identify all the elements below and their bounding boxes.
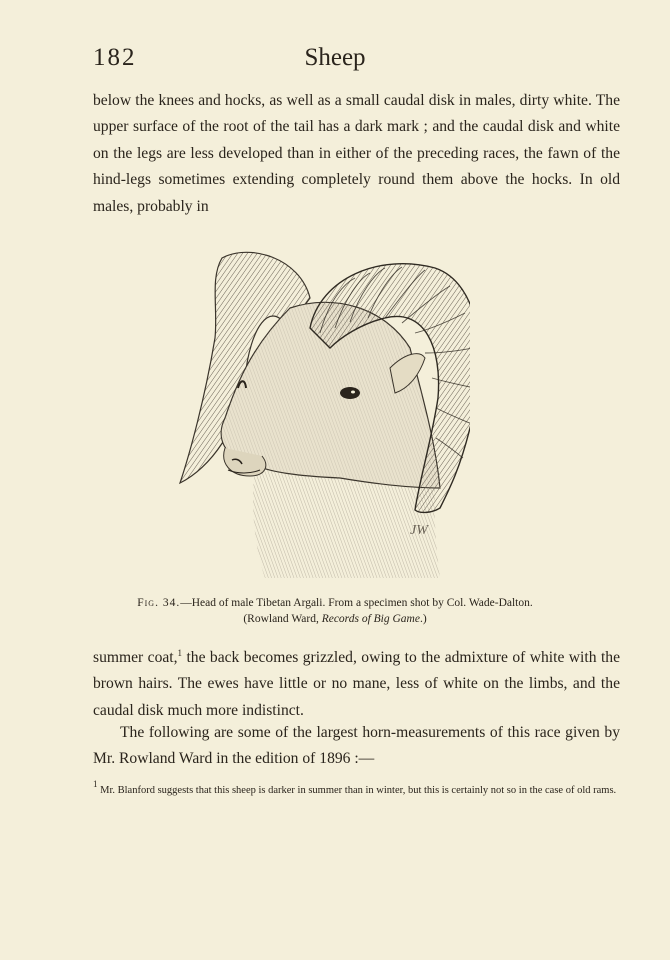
figure-label: Fig. 34. — [137, 597, 181, 609]
page-number: 182 — [93, 44, 137, 71]
footnote — [93, 779, 620, 799]
body-paragraph-2 — [93, 645, 620, 724]
running-title: Sheep — [304, 44, 366, 71]
artist-monogram: JW — [410, 523, 428, 538]
caption-main: —Head of male Tibetan Argali. From a specimen shot by Col. Wade-Dalton. — [180, 597, 533, 609]
body-paragraph-3: The following are some of the largest horn-measurements of this race given by Mr. Rowland Ward in the edition of 1896 :— — [93, 724, 620, 768]
caption-credit-open: (Rowland Ward, — [243, 613, 322, 625]
caption-credit-close: .) — [419, 613, 427, 625]
footnote-marker: 1 — [93, 779, 98, 789]
figure-caption — [100, 595, 570, 627]
body-paragraph-1: below the knees and hocks, as well as a small caudal disk in males, dirty white. The upper surface of the root of the tail has a dark mark ; and the caudal disk and white on the legs are less developed than in either of the preceding races, the fawn of the hind-legs sometimes extending completely round them above the hocks. In old males, probably in — [93, 92, 620, 215]
paragraph-2-start: summer coat, — [93, 649, 178, 666]
footnote-text: Mr. Blanford suggests that this sheep is darker in summer than in winter, but this is certainly not so in the case of old rams. — [97, 785, 617, 796]
caption-credit-italic: Records of Big Game — [321, 613, 420, 625]
footnote-reference: 1 — [177, 648, 183, 658]
paragraph-2-rest: the back becomes grizzled, owing to the admixture of white with the brown hairs. The ewes have little or no mane, less of white on the limbs, and the caudal disk much more indistinct. — [93, 649, 620, 719]
ram-head-illustration — [170, 238, 470, 578]
